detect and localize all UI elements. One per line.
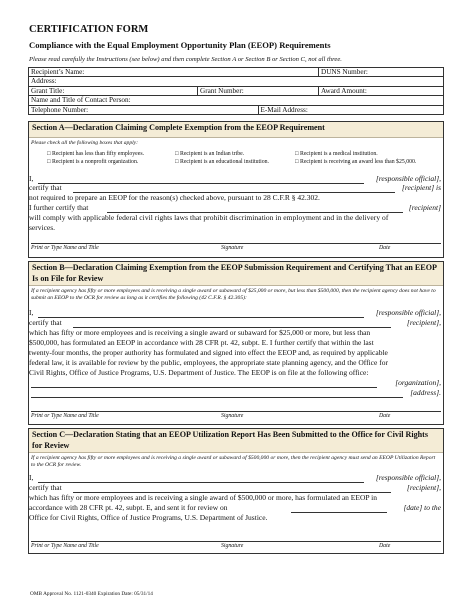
section-a-line4-end: [recipient]: [408, 203, 441, 212]
section-c: [28, 428, 444, 554]
recipient-info-table: [28, 67, 444, 115]
omb-approval-footer: OMB Approval No. 1121-0340 Expiration Date: 05/31/14: [30, 591, 153, 597]
section-b-line2-start: certify that: [29, 318, 62, 327]
section-c-line5: Office for Civil Rights, Office of Justice Programs, U.S. Department of Justice.: [29, 513, 268, 522]
section-b-line6: federal law, it is available for review by the public, employees, the appropriate state planning agency, and the Office for: [29, 358, 388, 367]
telephone-field[interactable]: Telephone Number:: [29, 105, 259, 114]
section-a-signature-line[interactable]: [31, 243, 441, 244]
checkbox-medical-institution[interactable]: □ Recipient is a medical institution.: [295, 151, 378, 157]
recipient-name-field[interactable]: Recipient’s Name:: [29, 68, 319, 77]
section-b-line2-end: [recipient],: [406, 318, 441, 327]
section-b-line5: twenty-four months, the proper authority has formulated and signed into effect the EEOP and, as required by applicable: [29, 348, 388, 357]
section-b-name-label: Print or Type Name and Title: [31, 413, 99, 419]
section-c-heading: Section C—Declaration Stating that an EEOP Utilization Report Has Been Submitted to the Office for Civil Rights for Review: [29, 429, 443, 453]
section-a-line1-end: [responsible official],: [375, 174, 441, 183]
section-b-heading: Section B—Declaration Claiming Exemption from the EEOP Submission Requirement and Certifying That an EEOP Is on File for Review: [29, 262, 443, 286]
email-field[interactable]: E-Mail Address:: [258, 105, 444, 114]
section-a-line5: will comply with applicable federal civil rights laws that prohibit discrimination in employment and in the delivery of: [29, 213, 389, 222]
section-c-signature-label: Signature: [221, 543, 244, 549]
section-b-line4: $500,000, has formulated an EEOP in accordance with 28 CFR pt. 42, subpt. E. I further certify that within the last: [29, 338, 374, 347]
section-a: [28, 121, 444, 258]
section-b-org-label: [organization],: [395, 378, 441, 387]
section-c-name-label: Print or Type Name and Title: [31, 543, 99, 549]
section-c-official-line[interactable]: [38, 482, 364, 483]
section-b-address-line[interactable]: [31, 397, 403, 398]
section-a-signature-label: Signature: [221, 245, 244, 251]
section-b-signature-label: Signature: [221, 413, 244, 419]
section-c-line4-end: [date] to the: [403, 503, 441, 512]
form-subtitle: Compliance with the Equal Employment Opportunity Plan (EEOP) Requirements: [29, 40, 331, 50]
section-b-official-line[interactable]: [38, 317, 364, 318]
section-b-address-label: [address].: [410, 388, 441, 397]
section-c-line2-start: certify that: [29, 483, 62, 492]
section-c-line4-start: accordance with 28 CFR pt. 42, subpt. E, and sent it for review on: [29, 503, 228, 512]
section-c-line1-end: [responsible official],: [375, 473, 441, 482]
section-b-signature-line[interactable]: [31, 411, 441, 412]
duns-number-field[interactable]: DUNS Number:: [319, 68, 444, 77]
section-a-check-prompt: Please check all the following boxes that apply:: [31, 140, 139, 146]
section-a-line3: not required to prepare an EEOP for the reason(s) checked above, pursuant to 28 C.F.R § 42.302.: [29, 193, 320, 202]
grant-number-field[interactable]: Grant Number:: [198, 86, 319, 95]
section-b-line3: which has fifty or more employees and is receiving a single award or subaward for $25,000 or more, but less than: [29, 328, 371, 337]
checkbox-fewer-than-fifty[interactable]: □ Recipient has less than fifty employees.: [47, 151, 145, 157]
section-a-line4-start: I further certify that: [29, 203, 89, 212]
section-a-line6: services.: [29, 223, 56, 232]
checkbox-award-less-25000[interactable]: □ Recipient is receiving an award less than $25,000.: [295, 159, 417, 165]
responsible-official-line[interactable]: [38, 183, 364, 184]
section-c-date-line[interactable]: [291, 512, 387, 513]
section-b-line1-start: I,: [29, 308, 34, 317]
checkbox-nonprofit[interactable]: □ Recipient is a nonprofit organization.: [47, 159, 139, 165]
award-amount-field[interactable]: Award Amount:: [319, 86, 444, 95]
section-b-organization-line[interactable]: [31, 387, 377, 388]
section-a-line2-start: certify that: [29, 183, 62, 192]
section-c-date-label: Date: [379, 543, 391, 549]
section-c-signature-line[interactable]: [31, 541, 441, 542]
section-a-line1-start: I,: [29, 174, 34, 183]
section-a-heading: Section A—Declaration Claiming Complete Exemption from the EEOP Requirement: [29, 122, 443, 138]
section-c-line2-end: [recipient],: [406, 483, 441, 492]
section-b-line1-end: [responsible official],: [375, 308, 441, 317]
address-field[interactable]: Address:: [29, 77, 444, 86]
checkbox-indian-tribe[interactable]: □ Recipient is an Indian tribe.: [175, 151, 245, 157]
contact-person-field[interactable]: Name and Title of Contact Person:: [29, 96, 444, 105]
section-a-name-label: Print or Type Name and Title: [31, 245, 99, 251]
section-b: [28, 261, 444, 425]
section-a-date-label: Date: [379, 245, 391, 251]
section-b-line7: Civil Rights, Office of Justice Programs, U.S. Department of Justice. The EEOP is on file at the following office:: [29, 368, 369, 377]
form-instructions: Please read carefully the Instructions (see below) and then complete Section A or Section B or Section C, not all three.: [29, 56, 342, 63]
section-a-line2-end: [recipient] is: [401, 183, 441, 192]
section-c-line1-start: I,: [29, 473, 34, 482]
form-title: CERTIFICATION FORM: [29, 24, 149, 35]
grant-title-field[interactable]: Grant Title:: [29, 86, 198, 95]
section-c-line3: which has fifty or more employees and is receiving a single award of $500,000 or more, has formulated an EEOP in: [29, 493, 377, 502]
section-c-note: If a recipient agency has fifty or more employees and is receiving a single award or subaward of $500,000 or more, then the recipient agency must send an EEOP Utilization Report to the OCR for review.: [31, 455, 436, 468]
section-b-note: If a recipient agency has fifty or more employees and is receiving a single award or subaward of $25,000 or more, but less than $500,000, then the recipient agency does not have to submit an EEOP to the OCR for review as long as it certifies the following (42 C.F.R. § 42.305):: [31, 288, 436, 301]
checkbox-educational-institution[interactable]: □ Recipient is an educational institution.: [175, 159, 269, 165]
section-b-date-label: Date: [379, 413, 391, 419]
